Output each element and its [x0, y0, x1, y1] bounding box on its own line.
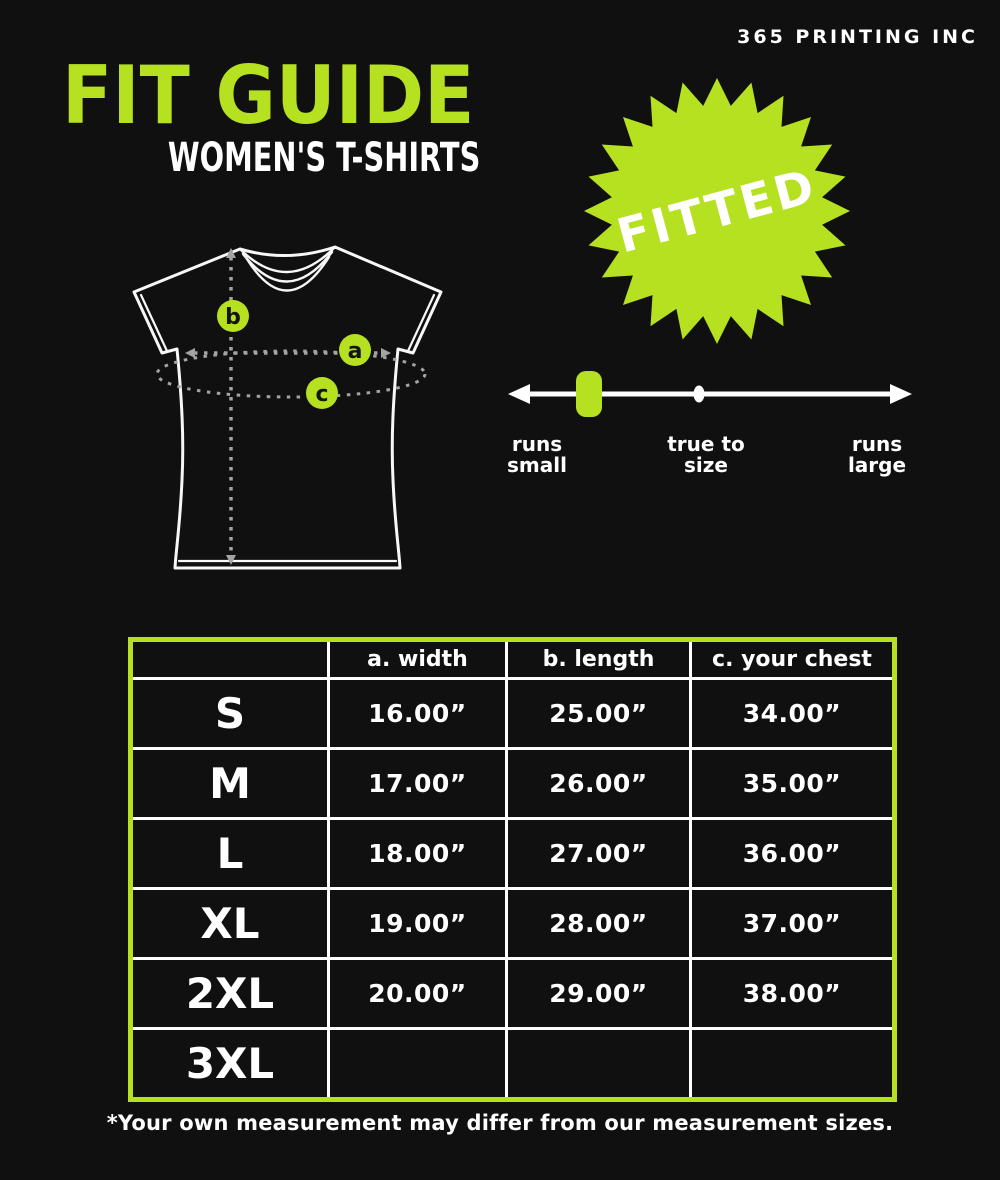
size-cell: S — [131, 679, 329, 749]
page-title: FIT GUIDE — [62, 49, 475, 142]
scale-label-runs-small — [447, 434, 627, 476]
marker-c-label: c — [315, 382, 329, 407]
table-row — [131, 958, 895, 1028]
size-table — [128, 637, 897, 1102]
table-row — [131, 818, 895, 888]
length-cell: 29.00” — [507, 958, 691, 1028]
footnote: *Your own measurement may differ from our measurement sizes. — [106, 1111, 894, 1135]
chest-dotted-ellipse — [157, 351, 425, 397]
width-cell — [329, 1028, 507, 1099]
chest-cell — [691, 1028, 895, 1099]
width-cell: 16.00” — [329, 679, 507, 749]
width-cell: 19.00” — [329, 888, 507, 958]
title-block — [62, 49, 481, 181]
header-cell-length: b. length — [507, 640, 691, 679]
width-cell: 18.00” — [329, 818, 507, 888]
brand-text: 365 PRINTING INC — [737, 26, 978, 48]
size-cell: 2XL — [131, 958, 329, 1028]
size-cell: M — [131, 748, 329, 818]
header-cell-blank — [131, 640, 329, 679]
size-cell: XL — [131, 888, 329, 958]
chest-cell: 38.00” — [691, 958, 895, 1028]
header-cell-chest: c. your chest — [691, 640, 895, 679]
page-subtitle: WOMEN'S T-SHIRTS — [167, 135, 481, 181]
scale-label-line: size — [684, 453, 728, 477]
chest-cell: 36.00” — [691, 818, 895, 888]
table-row — [131, 1028, 895, 1099]
table-row — [131, 748, 895, 818]
length-cell — [507, 1028, 691, 1099]
table-row — [131, 679, 895, 749]
header-cell-width: a. width — [329, 640, 507, 679]
chest-cell: 34.00” — [691, 679, 895, 749]
size-cell: 3XL — [131, 1028, 329, 1099]
scale-label-runs-large — [787, 434, 967, 476]
chest-cell: 37.00” — [691, 888, 895, 958]
scale-label-line: large — [847, 453, 907, 477]
size-cell: L — [131, 818, 329, 888]
scale-arrow-left-icon — [508, 384, 530, 404]
length-cell: 27.00” — [507, 818, 691, 888]
fitted-badge-label: FITTED — [611, 158, 823, 265]
table-row — [131, 888, 895, 958]
true-to-size-dot-icon — [694, 386, 705, 403]
length-cell: 26.00” — [507, 748, 691, 818]
table-header-row — [131, 640, 895, 679]
measurement-guides — [157, 248, 425, 565]
length-cell: 28.00” — [507, 888, 691, 958]
marker-b-label: b — [225, 305, 241, 330]
scale-label-line: small — [507, 453, 567, 477]
width-cell: 17.00” — [329, 748, 507, 818]
width-cell: 20.00” — [329, 958, 507, 1028]
fit-scale — [495, 360, 925, 420]
fit-scale-marker — [576, 371, 602, 417]
scale-label-line: runs — [851, 432, 903, 456]
scale-label-line: runs — [511, 432, 563, 456]
width-arrow-left-icon — [185, 348, 195, 358]
tshirt-diagram — [110, 230, 458, 580]
tshirt-outline-icon — [134, 247, 441, 568]
scale-arrow-right-icon — [890, 384, 912, 404]
length-cell: 25.00” — [507, 679, 691, 749]
fitted-badge — [582, 76, 852, 346]
marker-a-label: a — [347, 339, 363, 364]
scale-label-true-to-size — [616, 434, 796, 476]
scale-label-line: true to — [667, 432, 745, 456]
chest-cell: 35.00” — [691, 748, 895, 818]
